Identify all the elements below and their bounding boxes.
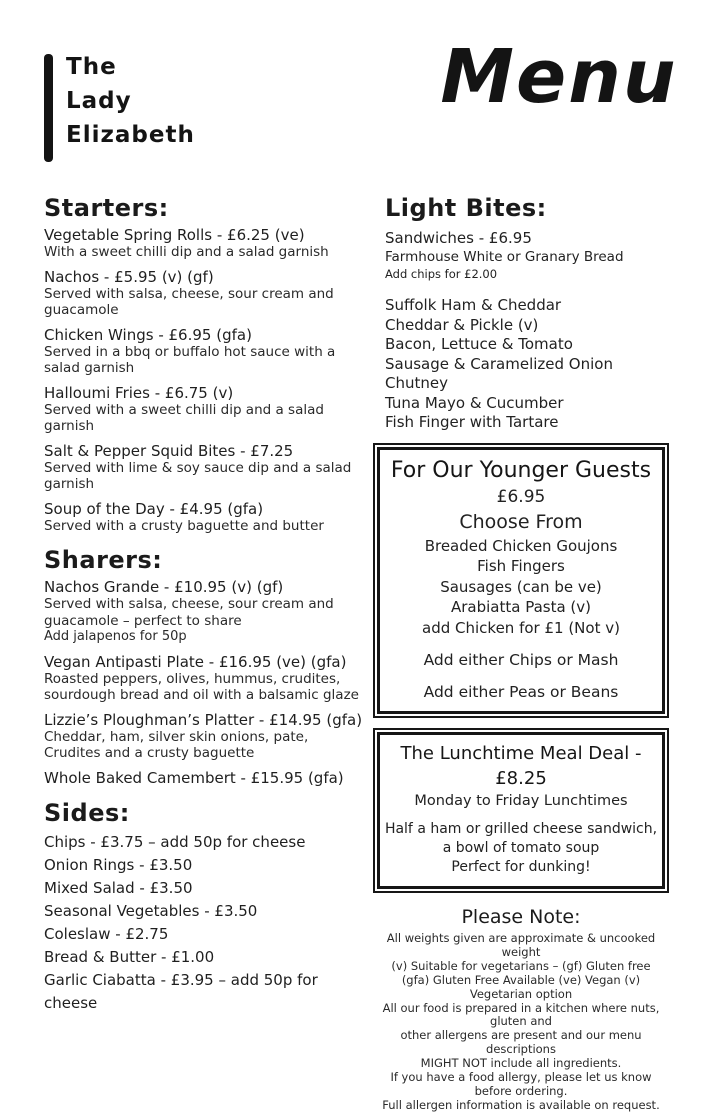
meal-deal-body: [384, 820, 658, 877]
left-column: [44, 194, 368, 1027]
menu-item-name: Chicken Wings - £6.95 (gfa): [44, 325, 252, 344]
side-item: Seasonal Vegetables - £3.50: [44, 901, 258, 920]
light-bites-heading: Light Bites:: [385, 194, 547, 222]
menu-item: [44, 578, 368, 646]
kids-option: Fish Fingers: [477, 557, 565, 575]
menu-item: [44, 226, 368, 261]
sides-section: [44, 799, 368, 1015]
menu-item-name: Vegan Antipasti Plate - £16.95 (ve) (gfa): [44, 652, 347, 671]
side-item: Coleslaw - £2.75: [44, 924, 169, 943]
starters-section: [44, 194, 368, 534]
kids-option: Arabiatta Pasta (v): [450, 598, 592, 616]
kids-extra: Add either Peas or Beans: [423, 683, 619, 701]
sandwich-option: Tuna Mayo & Cucumber: [385, 393, 564, 412]
side-item: Onion Rings - £3.50: [44, 855, 193, 874]
menu-item: [44, 442, 368, 493]
logo-line: Lady: [66, 88, 132, 114]
please-note-line: other allergens are present and our menu descriptions: [400, 1028, 642, 1057]
sandwich-option: Suffolk Ham & Cheddar: [385, 296, 562, 314]
menu-item-name: Nachos Grande - £10.95 (v) (gf): [44, 578, 284, 596]
choose-from-label: Choose From: [459, 510, 583, 533]
logo-line: The: [66, 54, 117, 80]
light-bites-section: [373, 194, 669, 433]
menu-item: [44, 711, 368, 762]
menu-item-desc: Served with salsa, cheese, sour cream and guacamole – perfect to share: [44, 596, 334, 629]
logo-line: Elizabeth: [66, 122, 195, 148]
menu-item-desc: Farmhouse White or Granary Bread: [385, 249, 624, 265]
younger-guests-title: For Our Younger Guests: [390, 457, 652, 483]
please-note-line: MIGHT NOT include all ingredients.: [420, 1056, 622, 1071]
kids-extra: Add either Chips or Mash: [423, 651, 619, 669]
menu-item-desc: With a sweet chilli dip and a salad garnish: [44, 244, 329, 260]
menu-item-note: Add chips for £2.00: [385, 267, 498, 281]
please-note-section: [373, 904, 669, 1113]
menu-item: [44, 500, 368, 535]
kids-option: add Chicken for £1 (Not v): [422, 618, 620, 637]
menu-item-name: Vegetable Spring Rolls - £6.25 (ve): [44, 226, 305, 244]
menu-item: [44, 326, 368, 377]
sharers-section: [44, 546, 368, 787]
logo-text: [66, 50, 195, 162]
restaurant-logo: [44, 50, 195, 162]
menu-item-desc: Roasted peppers, olives, hummus, crudites, sourdough bread and oil with a balsamic glaze: [44, 670, 359, 703]
menu-item: [44, 268, 368, 319]
menu-item-desc: Served with a sweet chilli dip and a salad garnish: [44, 401, 324, 434]
kids-option: Sausages (can be ve): [440, 577, 602, 596]
please-note-line: Full allergen information is available on request.: [382, 1097, 660, 1112]
sandwich-option: Fish Finger with Tartare: [385, 413, 559, 431]
menu-item-desc: Served in a bbq or buffalo hot sauce with a salad garnish: [44, 343, 336, 376]
younger-guests-price: £6.95: [496, 486, 546, 507]
meal-deal-box: [373, 728, 669, 893]
menu-item-name: Whole Baked Camembert - £15.95 (gfa): [44, 768, 344, 787]
right-column: [373, 194, 669, 1113]
meal-deal-line: a bowl of tomato soup: [442, 840, 600, 856]
please-note-line: All our food is prepared in a kitchen where nuts, gluten and: [382, 1000, 660, 1029]
menu-item-desc: Served with a crusty baguette and butter: [44, 517, 324, 534]
meal-deal-subtitle: Monday to Friday Lunchtimes: [414, 793, 628, 809]
please-note-line: (v) Suitable for vegetarians – (gf) Gluten free: [391, 958, 651, 973]
meal-deal-line: Half a ham or grilled cheese sandwich,: [384, 821, 658, 837]
menu-item-desc: Cheddar, ham, silver skin onions, pate, Crudites and a crusty baguette: [44, 728, 309, 761]
kids-option: Breaded Chicken Goujons: [424, 536, 618, 555]
menu-item-name: Nachos - £5.95 (v) (gf): [44, 267, 214, 286]
menu-item-note: Add jalapenos for 50p: [44, 629, 187, 644]
logo-bar-icon: [44, 54, 53, 162]
starters-heading: Starters:: [44, 194, 169, 222]
sharers-heading: Sharers:: [44, 546, 163, 574]
meal-deal-box-inner: [377, 732, 665, 889]
side-item: Bread & Butter - £1.00: [44, 947, 215, 966]
page-title: Menu: [440, 34, 678, 120]
meal-deal-line: Perfect for dunking!: [451, 859, 591, 875]
menu-item: [44, 384, 368, 435]
meal-deal-title: The Lunchtime Meal Deal - £8.25: [400, 743, 642, 789]
sandwich-list: [385, 296, 669, 433]
side-item: Garlic Ciabatta - £3.95 – add 50p for cheese: [44, 970, 318, 1012]
please-note-line: If you have a food allergy, please let us know before ordering.: [390, 1070, 652, 1098]
younger-guests-box: [373, 443, 669, 719]
sides-heading: Sides:: [44, 798, 130, 827]
menu-item-name: Salt & Pepper Squid Bites - £7.25: [44, 441, 294, 460]
menu-item-desc: Served with salsa, cheese, sour cream and guacamole: [44, 285, 334, 318]
side-item: Chips - £3.75 – add 50p for cheese: [44, 832, 306, 851]
please-note-line: (gfa) Gluten Free Available (ve) Vegan (v) Vegetarian option: [401, 972, 641, 1001]
side-item: Mixed Salad - £3.50: [44, 878, 193, 897]
sandwich-option: Cheddar & Pickle (v): [385, 315, 539, 334]
menu-item-desc: Served with lime & soy sauce dip and a salad garnish: [44, 459, 352, 492]
menu-item-name: Sandwiches - £6.95: [385, 229, 532, 247]
menu-item: [44, 653, 368, 704]
sandwich-option: Bacon, Lettuce & Tomato: [385, 335, 573, 353]
menu-item-name: Soup of the Day - £4.95 (gfa): [44, 499, 264, 518]
please-note-heading: Please Note:: [461, 906, 581, 928]
sandwich-option: Sausage & Caramelized Onion Chutney: [385, 354, 613, 392]
menu-item-name: Lizzie’s Ploughman’s Platter - £14.95 (gfa): [44, 710, 363, 729]
menu-item: [44, 769, 368, 787]
younger-guests-box-inner: [377, 447, 665, 715]
please-note-line: All weights given are approximate & uncooked weight: [386, 931, 656, 959]
menu-item-name: Halloumi Fries - £6.75 (v): [44, 383, 234, 402]
